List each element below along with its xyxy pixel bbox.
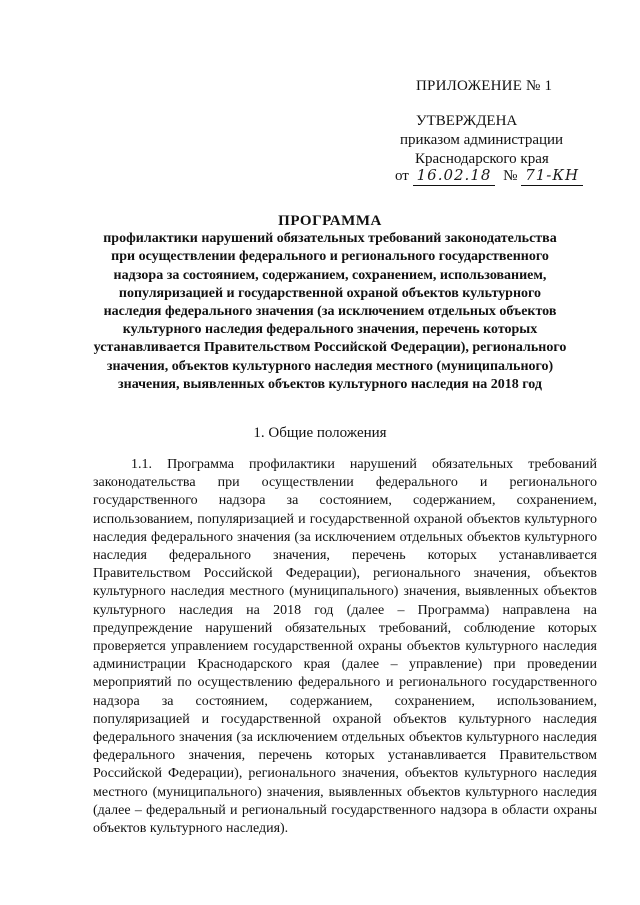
date-prefix: от xyxy=(395,168,409,184)
number-field xyxy=(521,166,583,186)
appendix-label: ПРИЛОЖЕНИЕ № 1 xyxy=(416,78,553,94)
date-field xyxy=(413,166,496,186)
number-prefix: № xyxy=(503,168,518,184)
approval-block xyxy=(400,112,630,169)
handwritten-number: 71-КН xyxy=(525,166,580,184)
order-line-1: приказом администрации xyxy=(400,132,564,148)
approved-label: УТВЕРЖДЕНА xyxy=(416,113,518,129)
order-date-number-line xyxy=(395,166,625,186)
program-heading: ПРОГРАММА xyxy=(278,213,382,229)
section-heading: 1. Общие положения xyxy=(253,425,387,441)
section-paragraph: 1.1. Программа профилактики нарушений обязательных требований законодательства при осуществлении федерального и регионального государственного надзора за состоянием, содержанием, сохранением, использованием, популяризацией и государственной охраной объектов культурного наследия федерального значения (за исключением отдельных объектов культурного наследия федерального значения, перечень которых устанавливается Правительством Российской Федерации), регионального значения, объектов культурного наследия местного (муниципального) значения, выявленных объектов культурного наследия на 2018 год (далее – Программа) направлена на предупреждение нарушений обязательных требований, соблюдение которых проверяется управлением государственной охраны объектов культурного наследия администрации Краснодарского края (далее – управление) при проведении мероприятий по осуществлению федерального и регионального государственного надзора за состоянием, содержанием, сохранением, использованием, популяризацией и государственной охраной объектов культурного наследия федерального значения (за исключением отдельных объектов культурного наследия федерального значения, перечень которых устанавливается Правительством Российской Федерации), регионального значения, объектов культурного наследия местного (муниципального) значения, выявленных объектов культурного наследия (далее – федеральный и региональный государственного надзора в области охраны объектов культурного наследия). xyxy=(93,457,597,837)
handwritten-date: 16.02.18 xyxy=(416,166,492,184)
program-title xyxy=(90,212,570,394)
order-line-2: Краснодарского края xyxy=(415,151,549,167)
program-subtitle: профилактики нарушений обязательных требований законодательства при осуществлении федерального и регионального государственного надзора за состоянием, содержанием, сохранением, использованием, популяризацией и государственной охраной объектов культурного наследия федерального значения (за исключением отдельных объектов культурного наследия федерального значения, перечень которых устанавливается Правительством Российской Федерации), регионального значения, объектов культурного наследия местного (муниципального) значения, выявленных объектов культурного наследия на 2018 год xyxy=(93,231,567,392)
